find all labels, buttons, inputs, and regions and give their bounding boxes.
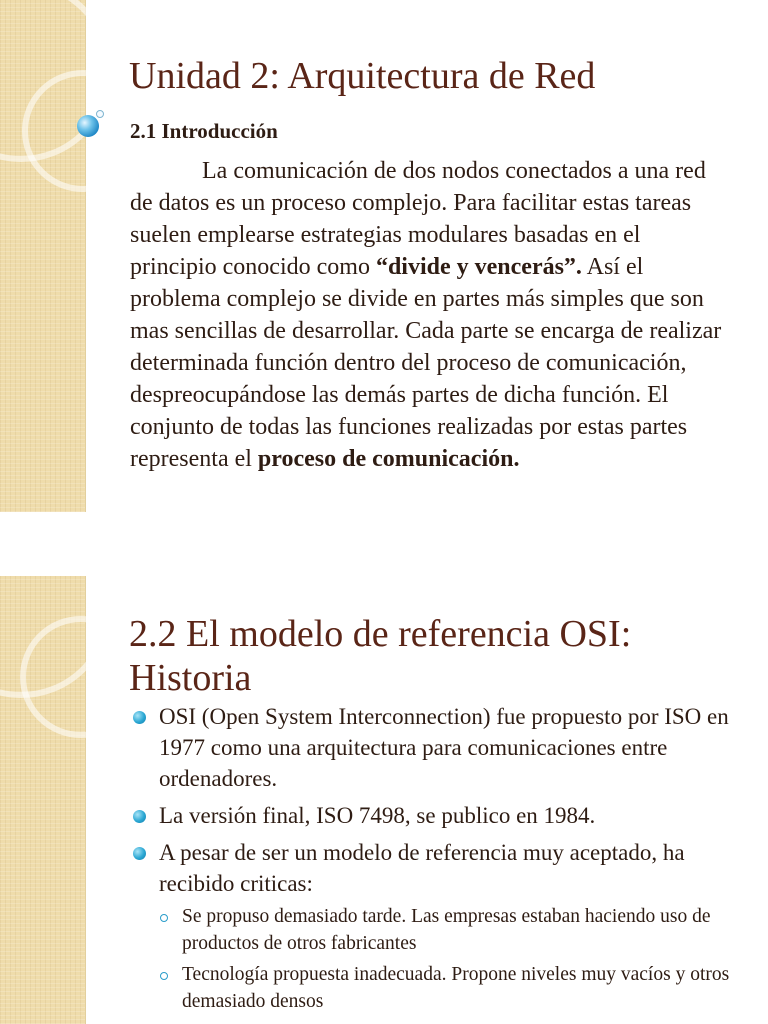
bullet-list [130,701,740,1021]
bullet-text: OSI (Open System Interconnection) fue propuesto por ISO en 1977 como una arquitectura para comunicaciones entre ordenadores. [159,704,729,791]
sub-bullet-text: Se propuso demasiado tarde. Las empresas estaban haciendo uso de productos de otros fabricantes [182,906,711,954]
bubble-icon [77,115,99,137]
bullet-icon [133,711,146,724]
slide-title-line: 2.2 El modelo de referencia OSI: [129,613,632,655]
slide-title: Unidad 2: Arquitectura de Red [129,55,596,97]
bullet-item [130,800,740,831]
bullet-text: A pesar de ser un modelo de referencia muy aceptado, ha recibido criticas: [159,840,685,896]
bullet-text: La versión final, ISO 7498, se publico en 1984. [159,803,596,828]
sub-bullet-item [159,903,740,957]
sub-bullet-icon [160,972,168,980]
sub-bullet-list [159,903,740,1015]
paragraph-text: Así el problema complejo se divide en partes más simples que son mas sencillas de desarrollar. Cada parte se encarga de realizar determinada función dentro del proceso de comunicación, despreocupándose las demás partes de dicha función. El conjunto de todas las funciones realizadas por estas partes representa el [130,254,722,472]
section-heading: 2.1 Introducción [130,119,278,143]
bullet-item [130,837,740,1015]
sub-bullet-item [159,961,740,1015]
bullet-icon [133,810,146,823]
intro-paragraph [130,155,730,475]
paragraph-text: La comunicación de dos nodos conectados a una red de datos es un proceso complejo. Para facilitar estas tareas suelen emplearse estrategias modulares basadas en el principio conocido como [130,158,706,280]
paragraph-emphasis: “divide y vencerás”. [375,254,582,280]
decorative-ring [20,616,142,738]
sub-bullet-text: Tecnología propuesta inadecuada. Propone niveles muy vacíos y otros demasiado densos [182,964,730,1012]
slide-separator [0,512,768,576]
bullet-icon [133,847,146,860]
decorative-sidebar [0,0,86,512]
sub-bullet-icon [160,914,168,922]
decorative-sidebar [0,576,86,1024]
slide-title-line: Historia [129,657,252,699]
slide-title [129,612,729,700]
paragraph-emphasis: proceso de comunicación. [257,446,520,472]
bullet-item [130,701,740,794]
small-bubble-icon [96,110,104,118]
